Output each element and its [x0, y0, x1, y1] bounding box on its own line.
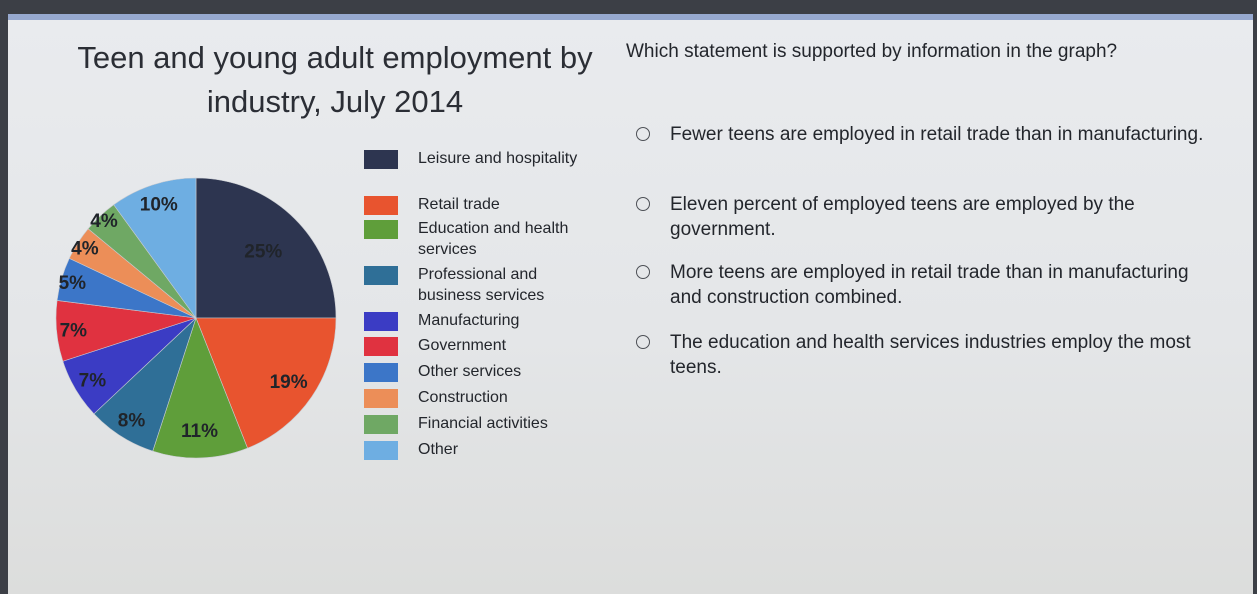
pie-slice-label: 4% — [90, 211, 118, 232]
legend-item-construction — [364, 387, 594, 413]
pie-slice-label: 7% — [78, 370, 107, 392]
pie-slice-label: 19% — [269, 372, 308, 393]
legend-item-manufacturing — [364, 310, 594, 335]
legend — [364, 148, 594, 465]
chart-title: Teen and young adult employment by industry, July 2014 — [77, 40, 593, 119]
pie-slice-label: 25% — [244, 241, 283, 263]
legend-swatch — [364, 389, 398, 408]
legend-item-financial — [364, 413, 594, 439]
legend-swatch — [364, 415, 398, 434]
legend-label: Manufacturing — [418, 312, 520, 329]
legend-swatch — [364, 220, 398, 239]
legend-label: Construction — [418, 389, 508, 406]
radio-button-icon[interactable] — [636, 197, 650, 211]
legend-swatch — [364, 337, 398, 356]
pie-slice-label: 10% — [139, 194, 178, 216]
radio-button-icon[interactable] — [636, 265, 650, 279]
pie-slice-label: 11% — [181, 420, 218, 442]
radio-button-icon[interactable] — [636, 127, 650, 141]
legend-swatch — [364, 266, 398, 285]
legend-item-professional — [364, 264, 594, 310]
answer-option-label[interactable]: The education and health services industries employ the most teens. — [670, 332, 1191, 378]
legend-item-other-services — [364, 361, 594, 387]
answer-option-label[interactable]: Fewer teens are employed in retail trade than in manufacturing. — [670, 124, 1204, 145]
legend-swatch — [364, 441, 398, 460]
answer-option-label[interactable]: More teens are employed in retail trade than in manufacturing and construction combined. — [670, 262, 1189, 308]
pie-slice-label: 5% — [58, 273, 87, 295]
legend-label: Leisure and hospitality — [418, 150, 578, 167]
pie-slice-label: 4% — [71, 238, 99, 260]
legend-item-government — [364, 335, 594, 361]
legend-item-other — [364, 439, 594, 465]
pie-slice-label: 8% — [117, 410, 146, 432]
legend-swatch — [364, 312, 398, 331]
legend-label: Government — [418, 337, 507, 354]
radio-button-icon[interactable] — [636, 335, 650, 349]
legend-label: Other services — [418, 363, 522, 380]
question-text: Which statement is supported by information in the graph? — [626, 41, 1118, 62]
legend-label: Education and health services — [418, 220, 569, 258]
answer-option-label[interactable]: Eleven percent of employed teens are employed by the government. — [670, 194, 1135, 240]
legend-swatch — [364, 150, 398, 169]
legend-swatch — [364, 363, 398, 382]
legend-label: Other — [418, 441, 459, 458]
legend-label: Financial activities — [418, 415, 548, 432]
legend-item-retail — [364, 194, 594, 218]
pie-slice-label: 7% — [59, 320, 88, 342]
legend-item-education — [364, 218, 594, 264]
legend-item-leisure — [364, 148, 594, 194]
legend-swatch — [364, 196, 398, 215]
legend-label: Retail trade — [418, 196, 500, 213]
legend-label: Professional and business services — [418, 266, 545, 304]
